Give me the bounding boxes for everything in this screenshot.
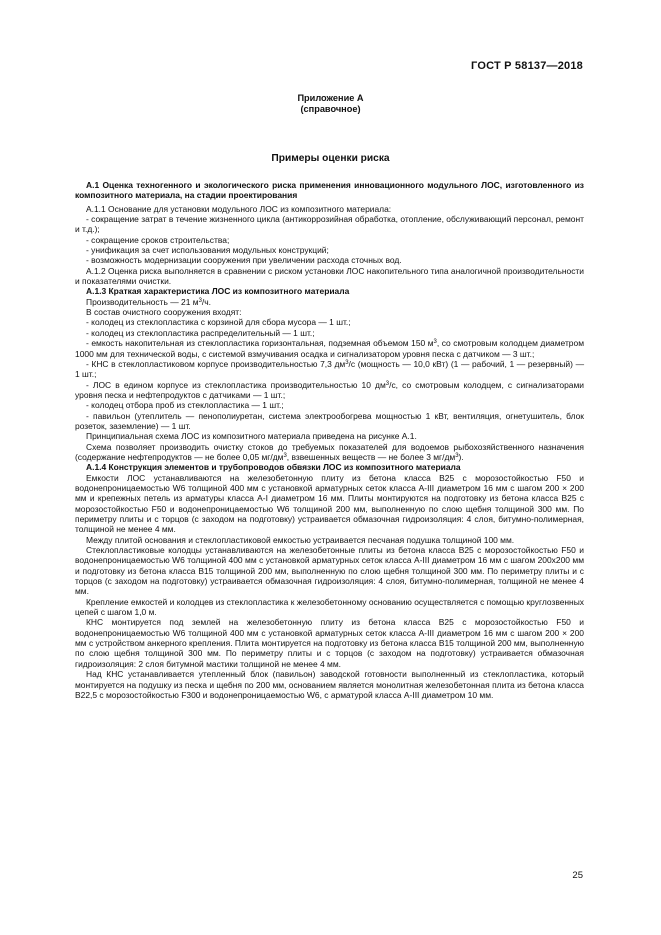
heading-a1: А.1 Оценка техногенного и экологического риска применения инновационного модульного ЛОС, изготовленного из композитного материала, на стадии проектирования [75,180,584,201]
list-item: - ЛОС в едином корпусе из стеклопластика производительностью 10 $дм^3/с$, со смотровым колодцем, с сигнализаторами уровня песка и нефтепродуктов с датчиками — 1 шт.; [75,379,584,400]
para-a14-4: Крепление емкостей и колодцев из стеклопластика к железобетонному основанию осуществляется с помощью круглозвенных цепей с шагом 1,0 м. [75,596,584,618]
heading-a13: А.1.3 Краткая характеристика ЛОС из композитного материала [86,286,350,297]
document-body [75,180,584,700]
list-item: - унификация за счет использования модульных конструкций; [86,245,329,256]
list-item: - колодец отбора проб из стеклопластика — 1 шт.; [86,400,284,411]
heading-a14: А.1.4 Конструкция элементов и трубопроводов обвязки ЛОС из композитного материала [86,462,461,473]
list-item: - павильон (утеплитель — пенополиуретан, система электрообогрева мощностью 1 кВт, вентиляция, огнетушитель, блок розеток, заземление) — 1 шт. [75,410,584,431]
document-id: ГОСТ Р 58137—2018 [471,60,583,72]
list-item: - сокращение затрат в течение жизненного цикла (антикоррозийная обработка, отопление, обслуживающий персонал, ремонт и т.д.); [75,214,584,235]
para-a14-3: Стеклопластиковые колодцы устанавливаются на железобетонные плиты из бетона класса В25 с морозостойкостью F50 и водонепроницаемостью W6 толщиной 400 мм с установкой арматурных сеток класса А-III диаметром 16 мм с шагом 200х200 мм и подготовку из бетона класса В15 толщиной 200 мм, выполненную по слою щебня толщиной 300 мм. По периметру плиты и с торцов (с заходом на подготовку) устраивается обмазочная гидроизоляция: 4 слоя, битумно-полимерная, толщиной не менее 4 мм. [75,545,584,597]
para-productivity: Производительность — 21 $м^3/ч$. [86,296,211,307]
para-a14-2: Между плитой основания и стеклопластиковой емкостью устраивается песчаная подушка толщиной 100 мм. [86,534,515,545]
para-scheme: Принципиальная схема ЛОС из композитного материала приведена на рисунке А.1. [86,431,417,442]
para-composition: В состав очистного сооружения входят: [86,307,242,318]
para-a11: А.1.1 Основание для установки модульного ЛОС из композитного материала: [86,203,392,214]
appendix-title: Приложение А [297,93,364,103]
list-item: - возможность модернизации сооружения при увеличении расхода сточных вод. [86,255,402,266]
para-scheme-2: Схема позволяет производить очистку стоков до требуемых показателей для водоемов рыбохозяйственного назначения (содержание нефтепродуктов — не более 0,05 $мг/дм^3$, взвешенных веществ — не более 3 $мг/дм^3$). [75,441,584,462]
para-a14-5: КНС монтируется под землей на железобетонную плиту из бетона класса В25 с морозостойкостью F50 и водонепроницаемостью W6 толщиной 400 мм с установкой арматурных сеток класса А-III диаметром 16 мм с шагом 200 × 200 мм с устройством анкерного крепления. Плита монтируется на подготовку из бетона класса В15 толщиной 200 мм, выполненную по слою щебня толщиной 300 мм. По периметру плиты и с торцов (с заходом на подготовку) устраивается обмазочная гидроизоляция: 2 слоя битумной мастики толщиной не менее 4 мм. [75,617,584,669]
list-item: - колодец из стеклопластика с корзиной для сбора мусора — 1 шт.; [86,317,351,328]
appendix-subtitle: (справочное) [300,104,361,114]
list-item: - колодец из стеклопластика распределительный — 1 шт.; [86,327,315,338]
para-a12: А.1.2 Оценка риска выполняется в сравнении с риском установки ЛОС накопительного типа аналогичной производительности и показателями очистки. [75,265,584,287]
para-a14-1: Емкости ЛОС устанавливаются на железобетонную плиту из бетона класса В25 с морозостойкостью F50 и водонепроницаемостью W6 толщиной 400 мм с установкой арматурных сеток класса А-III диаметром 16 мм с шагом 200 × 200 мм и крепежных петель из арматуры класса А-I диаметром 16 мм. Плиты монтируются на подготовку из бетона класса В25 с морозостойкостью F50 и водонепроницаемостью W6 толщиной 200 мм, выполненную по слою щебня толщиной 300 мм. По периметру плиты и с торцов (с заходом на подготовку) устраивается обмазочная гидроизоляция: 4 слоя, битумно-полимерная, толщиной не менее 4 мм. [75,472,584,535]
list-item: - емкость накопительная из стеклопластика горизонтальная, подземная объемом 150 $м^3$, со смотровым колодцем диаметром 1000 мм для технической воды, с системой взмучивания осадка и сигнализатором уровня песка с датчиком — 3 шт.; [75,338,584,359]
para-a14-6: Над КНС устанавливается утепленный блок (павильон) заводской готовности выполненный из стеклопластика, который монтируется на подушку из песка и щебня по 200 мм, основанием является монолитная железобетонная плита из бетона класса В22,5 с морозостойкостью F300 и водонепроницаемостью W6, с арматурой класса А-III диаметром 10 мм. [75,669,584,700]
page-number: 25 [572,870,583,881]
section-title: Примеры оценки риска [271,153,390,164]
list-item: - КНС в стеклопластиковом корпусе производительностью 7,3 $дм^3/с$ (мощность — 10,0 кВт) (1 — рабочий, 1 — резервный) — 1 шт.; [75,358,585,380]
list-item: - сокращение сроков строительства; [86,234,230,245]
